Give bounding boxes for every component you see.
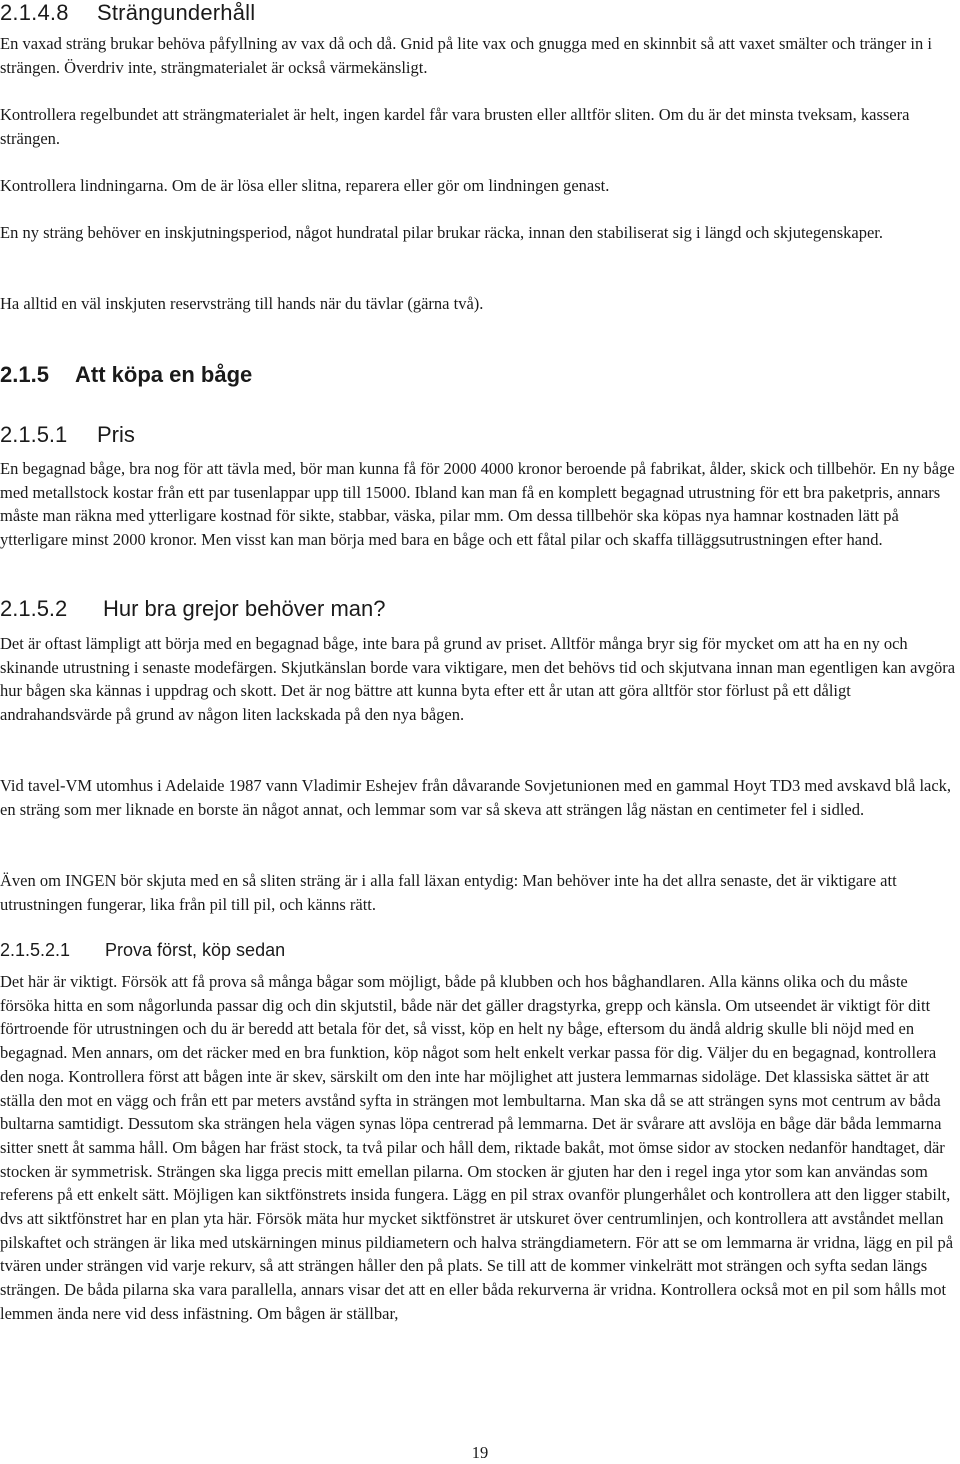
heading-title: Pris	[97, 422, 135, 447]
heading-strangunderhall	[0, 0, 255, 26]
heading-number: 2.1.4.8	[0, 0, 69, 25]
paragraph-begagnad-bage: Det är oftast lämpligt att börja med en begagnad båge, inte bara på grund av priset. Alltför många bryr sig för mycket om att ha en ny och skinande utrustning i senaste modefärgen. Skjutkänslan borde vara viktigare, men det behövs tid och skjutvana innan man egentligen kan avgöra hur bågen ska kännas i uppdrag och skott. Det är nog bättre att kunna byta efter ett år utan att göra alltför stor förlust på ett dåligt andrahandsvärde på grund av någon liten lackskada på den nya bågen.	[0, 634, 956, 725]
paragraph-vaxning: En vaxad sträng brukar behöva påfyllning av vax då och då. Gnid på lite vax och gnugga med en skinnbit så att vaxet smälter och tränger in i strängen. Överdriv inte, strängmaterialet är också värmekänsligt.	[0, 34, 932, 77]
heading-number: 2.1.5.1	[0, 422, 68, 447]
paragraph-inskjutningsperiod: En ny sträng behöver en inskjutningsperiod, något hundratal pilar brukar räcka, innan den stabiliserat sig i längd och skjutegenskaper.	[0, 223, 883, 242]
heading-title: Att köpa en båge	[75, 362, 253, 387]
heading-number: 2.1.5	[0, 362, 49, 387]
paragraph-kontrollera-strangmaterial: Kontrollera regelbundet att strängmaterialet är helt, ingen kardel får vara brusten eller alltför sliten. Om du är det minsta tveksam, kassera strängen.	[0, 105, 910, 148]
heading-title: Strängunderhåll	[97, 0, 256, 25]
heading-number: 2.1.5.2	[0, 596, 68, 621]
heading-att-kopa-en-bage	[0, 362, 252, 388]
heading-title: Hur bra grejor behöver man?	[103, 596, 386, 621]
paragraph-kontrollera-lindningar: Kontrollera lindningarna. Om de är lösa eller slitna, reparera eller gör om lindningen genast.	[0, 176, 610, 195]
heading-number: 2.1.5.2.1	[0, 940, 71, 960]
paragraph-laxan: Även om INGEN bör skjuta med en så sliten sträng är i alla fall läxan entydig: Man behöver inte ha det allra senaste, det är viktigare att utrustningen fungerar, lika från pil till pil, och känns rätt.	[0, 871, 897, 914]
heading-hur-bra-grejor	[0, 596, 385, 622]
paragraph-tavel-vm: Vid tavel-VM utomhus i Adelaide 1987 vann Vladimir Eshejev från dåvarande Sovjetunionen med en gammal Hoyt TD3 med avskavd blå lack, en sträng som mer liknade en borste än något annat, och lemmar som var så skeva att strängen låg nästan en centimeter fel i sidled.	[0, 776, 952, 819]
paragraph-prova-forst: Det här är viktigt. Försök att få prova så många bågar som möjligt, både på klubben och hos båghandlaren. Alla känns olika och du måste försöka hitta en som någorlunda passar dig och din skjutstil, både när det gäller dragstyrka, grepp och känsla. Om utseendet är viktigt för ditt förtroende för utrustningen och du är beredd att betala för det, så visst, köp en helt ny båge, eftersom du ändå aldrig skulle bli nöjd med en begagnad. Men annars, om det räcker med en bra funktion, köp något som helt enkelt verkar passa för dig. Väljer du en begagnad, kontrollera den noga. Kontrollera först att bågen inte är skev, särskilt om den inte har möjlighet att justera lemmarnas sidoläge. Det klassiska sättet är att ställa den mot en vägg och från ett par meters avstånd syfta in strängen mot lembultarna. Man ska då se att strängen syns mot centrum av båda bultarna samtidigt. Dessutom ska strängen hela vägen synas löpa centrerad på lemmarna. Det är svårare att avslöja en båge där båda lemmarna sitter snett åt samma håll. Om bågen har fräst stock, ta två pilar och håll dem, riktade bakåt, mot ömse sidor av stocken nedanför handtaget, där stocken är symmetrisk. Strängen ska ligga precis mitt emellan pilarna. Om stocken är gjuten har den i regel inga ytor som kan användas som referens på ett enkelt sätt. Möjligen kan siktfönstrets insida fungera. Lägg en pil strax ovanför plungerhålet och kontrollera att den ligger stabilt, dvs att siktfönstret har en plan yta här. Försök mäta hur mycket siktfönstret är utskuret över centrumlinjen, och kontrollera att avståndet mellan pilskaftet och strängen är lika med utskärningen minus pildiametern och halva strängdiametern. För att se om lemmarna är vridna, lägg en pil på tvären under strängen vid varje rekurv, så att strängen håller den på plats. Se till att de kommer vinkelrätt mot strängen och syfta sedan längs strängen. De båda pilarna ska vara parallella, annars visar det att en eller båda rekurverna är vridna. Kontrollera också mot en pil som hålls mot lemmen ända nere vid dess infästning. Om bågen är ställbar,	[0, 972, 954, 1323]
heading-prova-forst	[0, 940, 285, 961]
heading-title: Prova först, köp sedan	[105, 940, 286, 960]
paragraph-reservstrang: Ha alltid en väl inskjuten reservsträng till hands när du tävlar (gärna två).	[0, 294, 484, 313]
paragraph-pris: En begagnad båge, bra nog för att tävla med, bör man kunna få för 2000 4000 kronor beroende på fabrikat, ålder, skick och tillbehör. En ny båge med metallstock kostar från ett par tusenlappar upp till 15000. Ibland kan man få en komplett begagnad utrustning för ett bra paketpris, annars måste man räkna med ytterligare kostnad för sikte, stabbar, väska, pilar mm. Om dessa tillbehör ska köpas nya hamnar kostnaden lätt på ytterligare minst 2000 kronor. Men visst kan man börja med bara en båge och ett fåtal pilar och skaffa tilläggsutrustningen efter hand.	[0, 459, 955, 550]
heading-pris	[0, 422, 135, 448]
page-number: 19	[471, 1443, 489, 1462]
